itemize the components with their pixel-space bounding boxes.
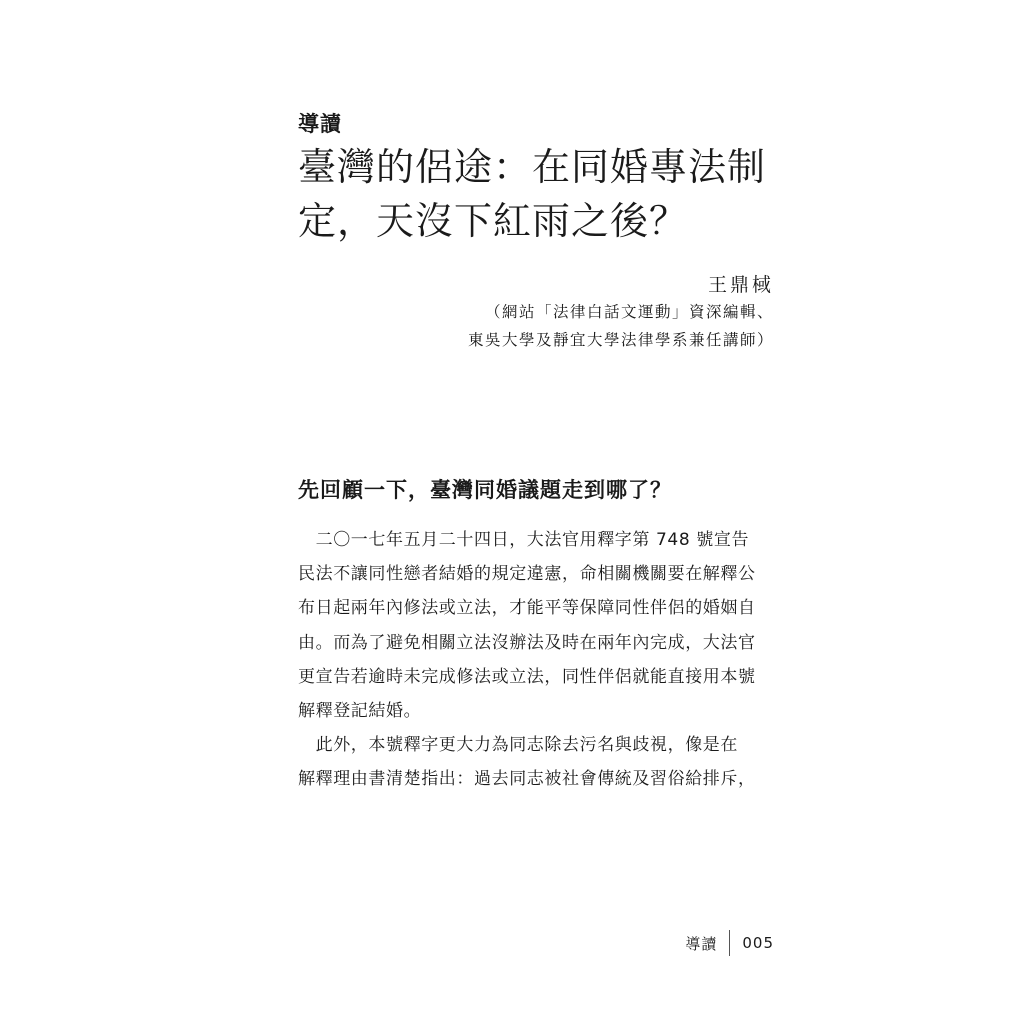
- body-line: 更宣告若逾時未完成修法或立法，同性伴侶就能直接用本號: [298, 666, 756, 687]
- chapter-title: [298, 140, 788, 248]
- author-name: 王鼎棫: [707, 274, 774, 296]
- body-line: 由。而為了避免相關立法沒辦法及時在兩年內完成，大法官: [298, 632, 756, 653]
- page-footer: [685, 930, 774, 956]
- page-number: 005: [742, 934, 774, 952]
- section-heading: 先回顧一下，臺灣同婚議題走到哪了？: [298, 478, 672, 502]
- title-line: 定，天沒下紅雨之後？: [298, 199, 689, 243]
- body-line: 布日起兩年內修法或立法，才能平等保障同性伴侶的婚姻自: [298, 598, 756, 619]
- section-kicker: 導讀: [298, 112, 342, 136]
- footer-section-label: 導讀: [685, 934, 718, 953]
- affiliation-line: （網站「法律白話文運動」資深編輯、: [484, 303, 774, 321]
- body-line: 解釋理由書清楚指出：過去同志被社會傳統及習俗給排斥，: [298, 769, 756, 790]
- title-line: 臺灣的侶途：在同婚專法制: [298, 145, 767, 189]
- body-line: 二〇一七年五月二十四日，大法官用釋字第 748 號宣告: [298, 530, 750, 550]
- body-line: 此外，本號釋字更大力為同志除去污名與歧視，像是在: [298, 735, 738, 756]
- author-affiliation: [468, 298, 774, 354]
- affiliation-line: 東吳大學及靜宜大學法律學系兼任講師）: [467, 331, 774, 349]
- footer-divider: [729, 930, 730, 956]
- body-paragraphs: [298, 523, 778, 797]
- body-line: 民法不讓同性戀者結婚的規定違憲，命相關機關要在解釋公: [298, 564, 756, 585]
- body-line: 解釋登記結婚。: [298, 701, 422, 722]
